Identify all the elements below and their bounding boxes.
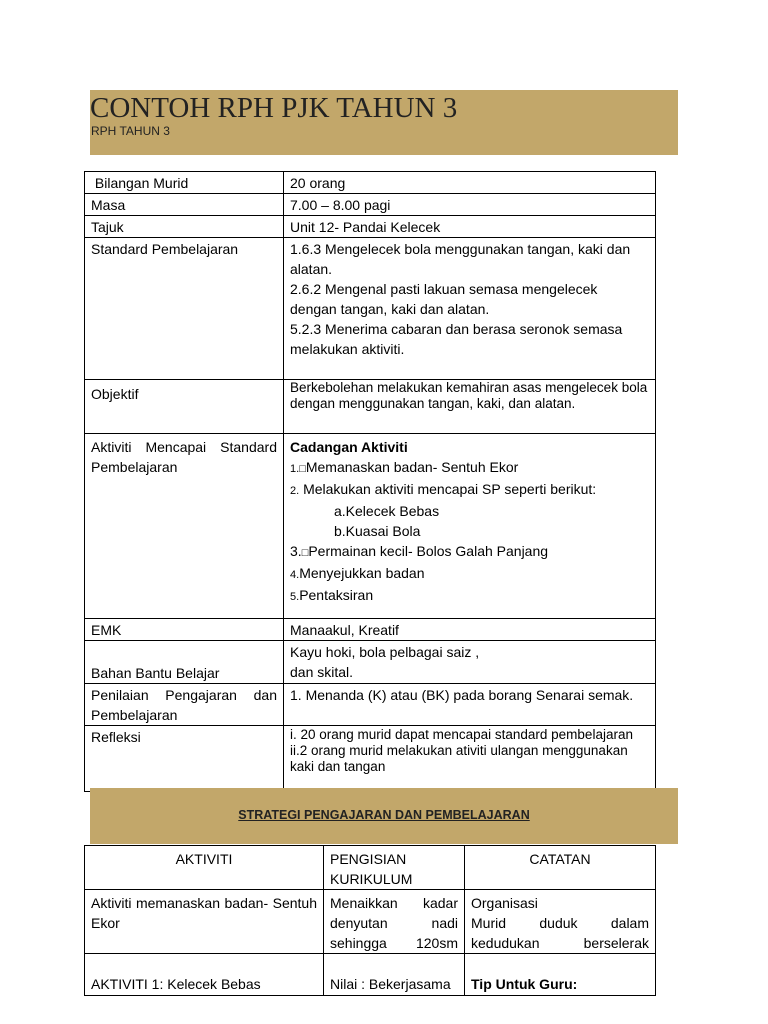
- col-aktiviti: AKTIVITI: [85, 846, 324, 890]
- item-number: 2.: [290, 485, 300, 497]
- cadangan-heading: Cadangan Aktiviti: [290, 439, 408, 455]
- item-text: Menyejukkan badan: [299, 565, 425, 581]
- strategi-heading: STRATEGI PENGAJARAN DAN PEMBELAJARAN: [238, 808, 530, 822]
- item-text: Permainan kecil- Bolos Galah Panjang: [308, 543, 549, 559]
- table-row: [85, 619, 656, 641]
- tajuk-label: Tajuk: [85, 216, 284, 238]
- masa-value: 7.00 – 8.00 pagi: [284, 194, 656, 216]
- table-row: [85, 238, 656, 380]
- tajuk-value: Unit 12- Pandai Kelecek: [284, 216, 656, 238]
- list-item: [290, 457, 649, 479]
- standard-line: dengan tangan, kaki dan alatan.: [290, 301, 490, 317]
- standard-label: Standard Pembelajaran: [85, 238, 284, 380]
- penilaian-value: 1. Menanda (K) atau (BK) pada borang Senarai semak.: [284, 684, 656, 726]
- aktiviti-cell: [284, 434, 656, 619]
- refleksi-line: ii.2 orang murid melakukan ativiti ulangan menggunakan kaki dan tangan: [290, 743, 628, 774]
- row1-pengisian: Menaikkan kadar denyutan nadi sehingga 120sm: [324, 890, 465, 954]
- standard-line: 2.6.2 Mengenal pasti lakuan semasa mengelecek: [290, 281, 598, 297]
- table-row: [85, 890, 656, 954]
- row1-catatan: [465, 890, 656, 954]
- col-pengisian: PENGISIAN KURIKULUM: [324, 846, 465, 890]
- checkbox-icon: □: [301, 547, 309, 559]
- bahan-line: dan skital.: [290, 664, 354, 680]
- refleksi-cell: [284, 726, 656, 792]
- masa-label: Masa: [85, 194, 284, 216]
- emk-value: Manaakul, Kreatif: [284, 619, 656, 641]
- table-row: [85, 434, 656, 619]
- standard-line: melakukan aktiviti.: [290, 341, 405, 357]
- list-item: [290, 563, 649, 585]
- emk-label: EMK: [85, 619, 284, 641]
- row1-aktiviti: Aktiviti memanaskan badan- Sentuh Ekor: [85, 890, 324, 954]
- row2-aktiviti: AKTIVITI 1: Kelecek Bebas: [85, 954, 324, 996]
- item-number: 1.: [290, 463, 300, 475]
- catatan-line: Organisasi: [471, 895, 538, 911]
- sub-item: a.Kelecek Bebas: [334, 503, 440, 519]
- table-row: [85, 641, 656, 684]
- standard-line: alatan.: [290, 261, 333, 277]
- table-row: [85, 726, 656, 792]
- col-catatan: CATATAN: [465, 846, 656, 890]
- table-row: [85, 380, 656, 434]
- list-item: [290, 541, 649, 563]
- objektif-value: Berkebolehan melakukan kemahiran asas mengelecek bola dengan menggunakan tangan, kaki, dan alatan.: [284, 380, 656, 434]
- table-row: [85, 172, 656, 194]
- checkbox-icon: □: [299, 463, 306, 475]
- table-row: [85, 216, 656, 238]
- item-text: Memanaskan badan- Sentuh Ekor: [305, 459, 519, 475]
- page-subtitle: RPH TAHUN 3: [91, 124, 170, 138]
- penilaian-label: Penilaian Pengajaran dan Pembelajaran: [85, 684, 284, 726]
- table-row: [85, 684, 656, 726]
- item-number: 4.: [290, 569, 300, 581]
- standard-cell: [284, 238, 656, 380]
- item-text: Pentaksiran: [299, 587, 374, 603]
- row2-catatan: Tip Untuk Guru:: [465, 954, 656, 996]
- objektif-label: Objektif: [85, 380, 284, 434]
- bahan-label: Bahan Bantu Belajar: [85, 641, 284, 684]
- list-item: [290, 585, 649, 607]
- bahan-line: Kayu hoki, bola pelbagai saiz ,: [290, 644, 480, 660]
- standard-line: 1.6.3 Mengelecek bola menggunakan tangan, kaki dan: [290, 241, 631, 257]
- title-banner: [90, 90, 678, 155]
- list-item: [290, 479, 649, 501]
- refleksi-label: Refleksi: [85, 726, 284, 792]
- bilangan-value: 20 orang: [284, 172, 656, 194]
- table-row: [85, 194, 656, 216]
- strategi-banner: [90, 788, 678, 844]
- refleksi-line: i. 20 orang murid dapat mencapai standard pembelajaran: [290, 727, 633, 742]
- bilangan-label: Bilangan Murid: [85, 172, 284, 194]
- sub-item: b.Kuasai Bola: [334, 523, 421, 539]
- catatan-line: Murid duduk dalam kedudukan berselerak: [471, 915, 649, 951]
- item-number: 5.: [290, 591, 300, 603]
- bahan-cell: [284, 641, 656, 684]
- table-header-row: [85, 846, 656, 890]
- row2-pengisian: Nilai : Bekerjasama: [324, 954, 465, 996]
- strategi-table: [84, 845, 656, 996]
- item-number: 3.: [290, 543, 302, 559]
- aktiviti-label: Aktiviti Mencapai Standard Pembelajaran: [85, 434, 284, 619]
- rph-table: [84, 171, 656, 792]
- page-title: CONTOH RPH PJK TAHUN 3: [90, 92, 458, 124]
- item-text: Melakukan aktiviti mencapai SP seperti berikut:: [299, 481, 597, 497]
- standard-line: 5.2.3 Menerima cabaran dan berasa seronok semasa: [290, 321, 623, 337]
- table-row: [85, 954, 656, 996]
